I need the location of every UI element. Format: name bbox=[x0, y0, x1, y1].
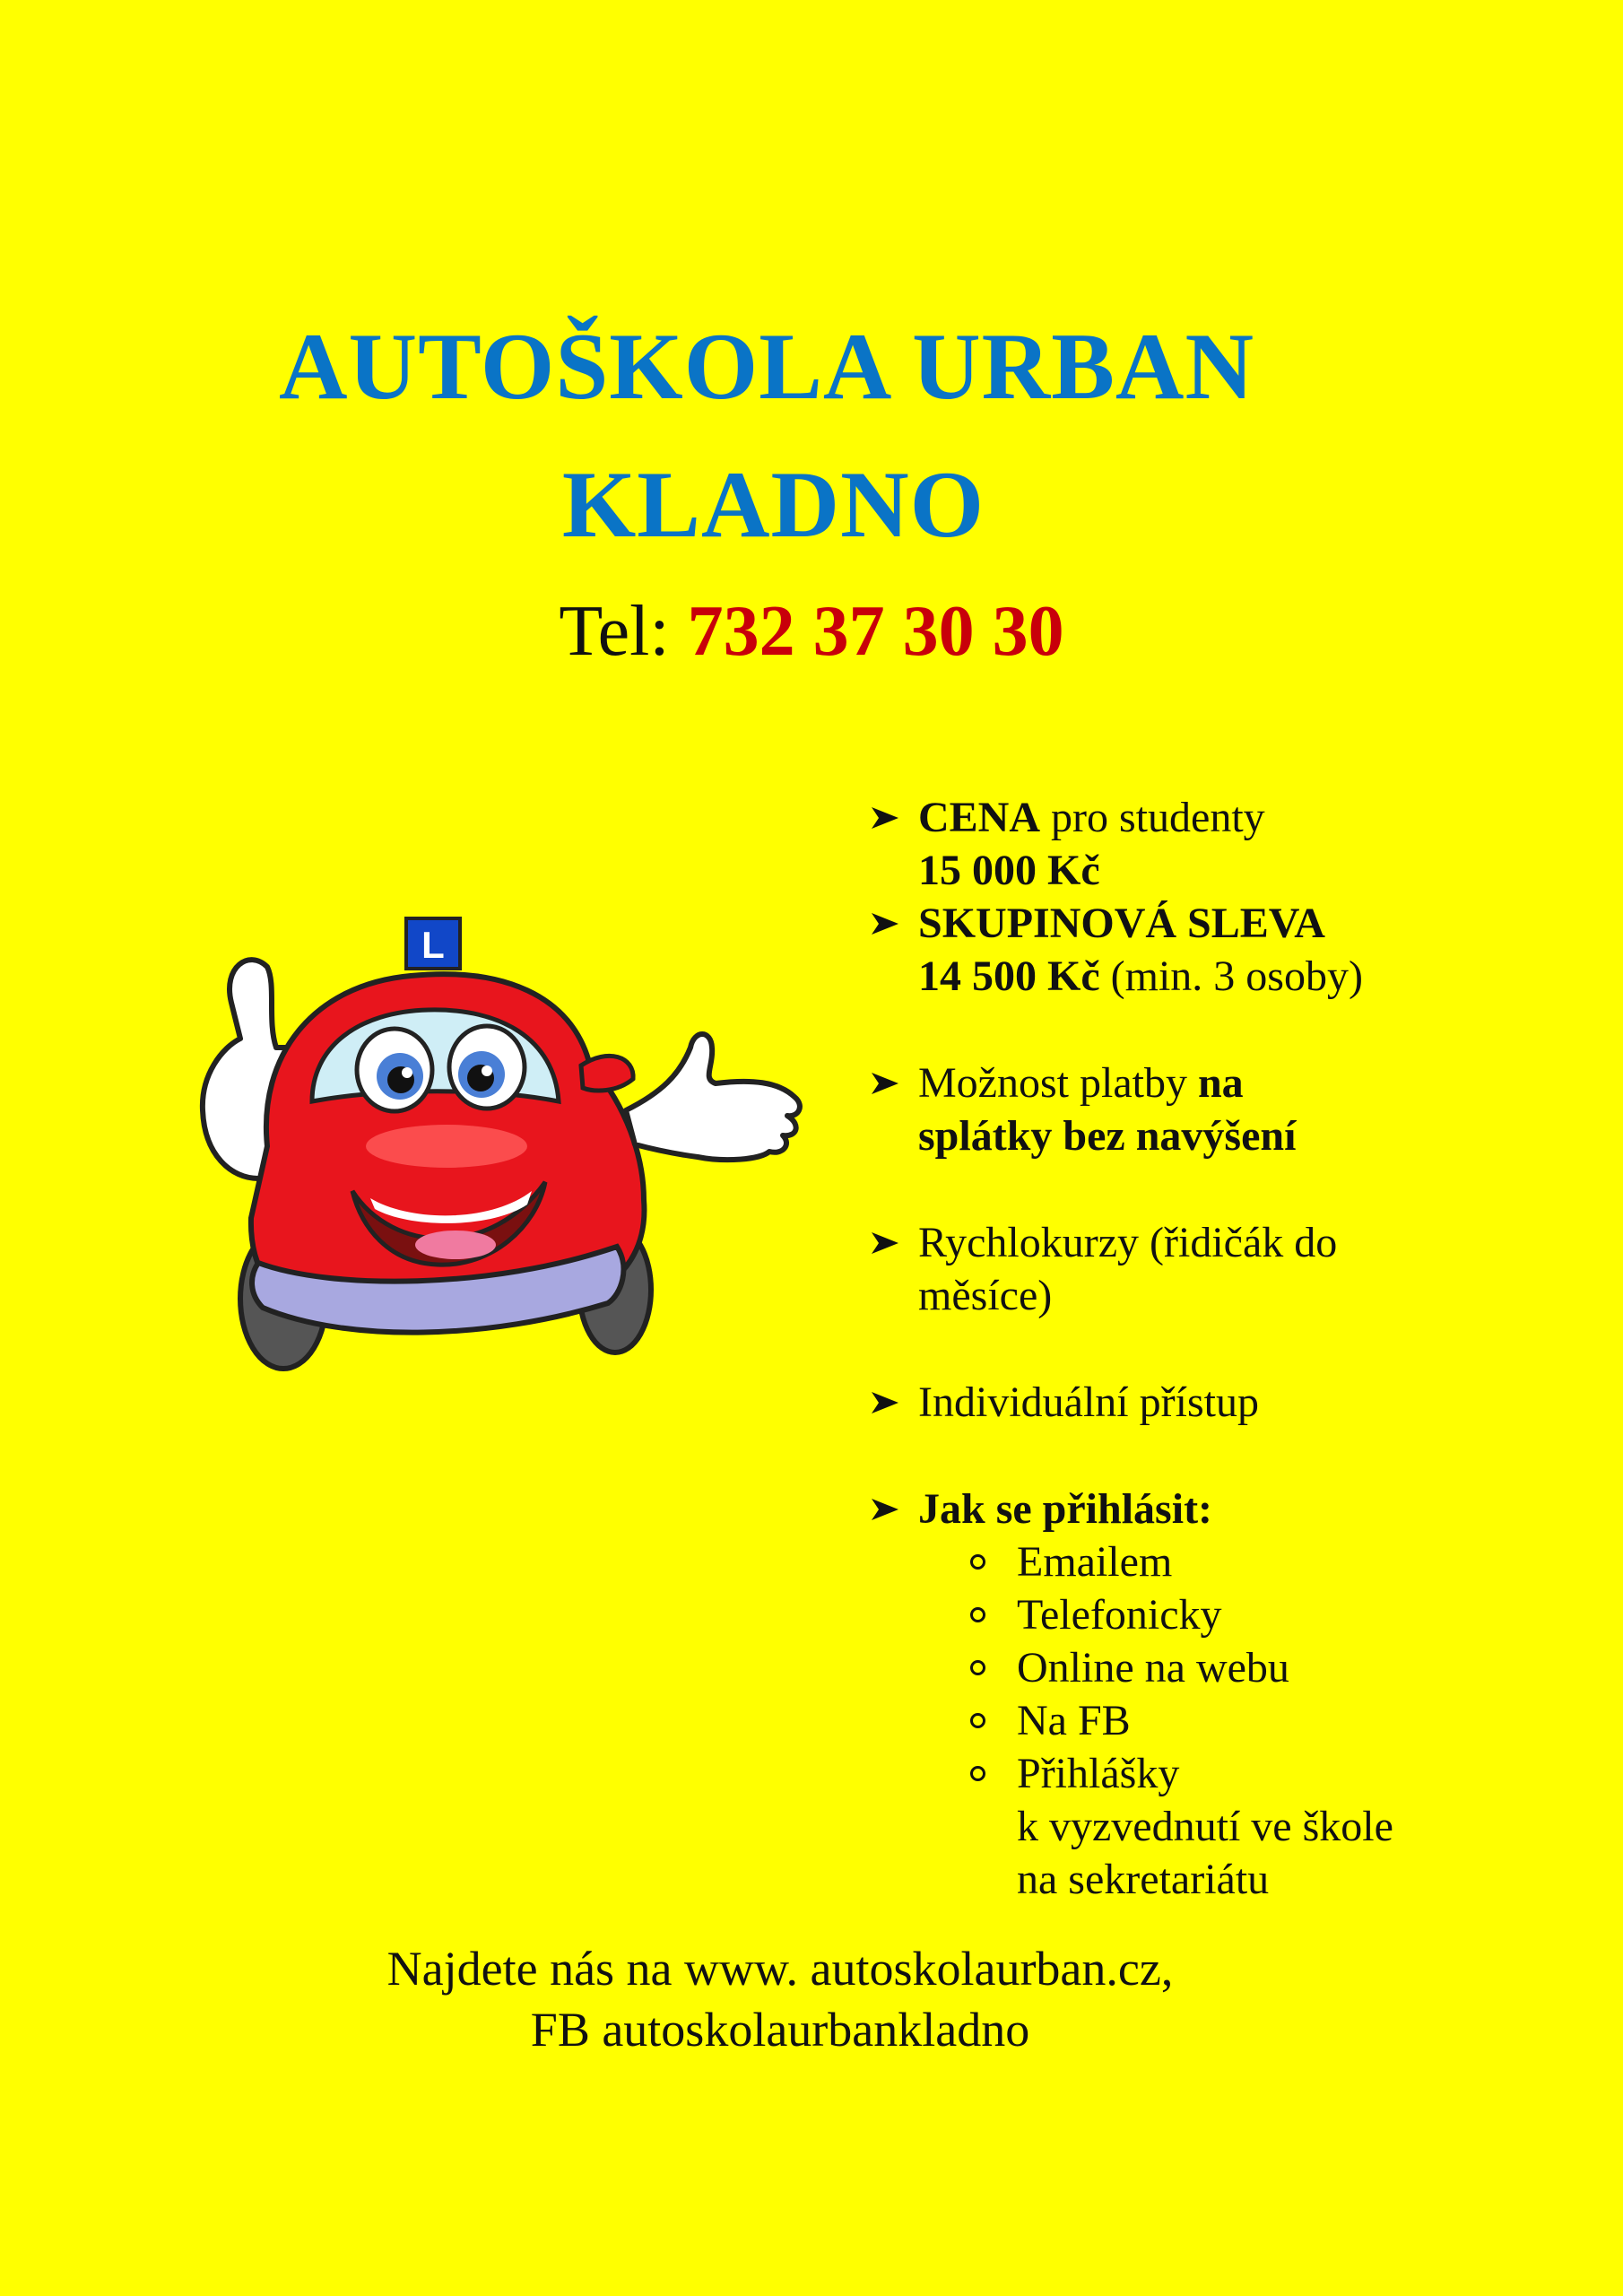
signup-method: Telefonicky bbox=[1017, 1591, 1222, 1639]
sub-list-item bbox=[868, 1747, 1603, 1906]
cartoon-car-icon bbox=[195, 913, 814, 1388]
installments-text: Možnost platby bbox=[918, 1059, 1198, 1107]
phone-line bbox=[0, 592, 1623, 671]
circle-bullet-icon bbox=[970, 1713, 985, 1728]
page-subtitle-city: KLADNO bbox=[561, 452, 985, 557]
sub-list-item bbox=[868, 1535, 1603, 1588]
sub-list-item bbox=[868, 1641, 1603, 1694]
sub-list-item bbox=[868, 1694, 1603, 1747]
sub-list-item bbox=[868, 1588, 1603, 1641]
circle-bullet-icon bbox=[970, 1607, 985, 1622]
arrow-bullet-icon bbox=[868, 1057, 904, 1109]
arrow-bullet-icon bbox=[868, 1376, 904, 1429]
open-hand-icon bbox=[626, 1034, 800, 1160]
price-label: CENA bbox=[918, 794, 1041, 841]
phone-label: Tel: bbox=[559, 592, 670, 671]
arrow-bullet-icon bbox=[868, 791, 904, 844]
circle-bullet-icon bbox=[970, 1660, 985, 1675]
express-line2: měsíce) bbox=[918, 1272, 1053, 1319]
individual-approach: Individuální přístup bbox=[918, 1378, 1259, 1426]
list-item bbox=[868, 1216, 1603, 1322]
circle-bullet-icon bbox=[970, 1554, 985, 1570]
arrow-bullet-icon bbox=[868, 1483, 904, 1535]
offer-list bbox=[868, 791, 1603, 1906]
badge-letter: L bbox=[421, 924, 445, 966]
circle-bullet-icon bbox=[970, 1766, 985, 1781]
signup-extra-line1: k vyzvednutí ve škole bbox=[1017, 1803, 1393, 1850]
signup-title: Jak se přihlásit: bbox=[918, 1485, 1213, 1533]
group-discount-label: SKUPINOVÁ SLEVA bbox=[918, 900, 1325, 947]
arrow-bullet-icon bbox=[868, 1216, 904, 1269]
footer-website: Najdete nás na www. autoskolaurban.cz, bbox=[386, 1942, 1174, 1996]
signup-extra-line2: na sekretariátu bbox=[1017, 1856, 1270, 1903]
price-value: 15 000 Kč bbox=[918, 847, 1100, 894]
price-audience: pro studenty bbox=[1040, 794, 1265, 841]
signup-method: Emailem bbox=[1017, 1538, 1173, 1586]
signup-method: Přihlášky bbox=[1017, 1750, 1180, 1797]
list-item bbox=[868, 1483, 1603, 1535]
footer-facebook: FB autoskolaurbankladno bbox=[530, 2003, 1030, 2057]
list-item bbox=[868, 897, 1603, 1003]
arrow-bullet-icon bbox=[868, 897, 904, 950]
list-item bbox=[868, 1057, 1603, 1162]
group-price-note: (min. 3 osoby) bbox=[1099, 952, 1363, 1000]
signup-method: Na FB bbox=[1017, 1697, 1131, 1744]
page-title: AUTOŠKOLA URBAN bbox=[279, 314, 1254, 419]
list-item bbox=[868, 791, 1603, 897]
phone-number: 732 37 30 30 bbox=[687, 592, 1064, 671]
installments-bold: na bbox=[1197, 1059, 1244, 1107]
installments-bold-line2: splátky bez navýšení bbox=[918, 1112, 1297, 1160]
list-item bbox=[868, 1376, 1603, 1429]
signup-method: Online na webu bbox=[1017, 1644, 1289, 1692]
group-price-value: 14 500 Kč bbox=[918, 952, 1100, 1000]
express-line1: Rychlokurzy (řidičák do bbox=[918, 1219, 1338, 1266]
